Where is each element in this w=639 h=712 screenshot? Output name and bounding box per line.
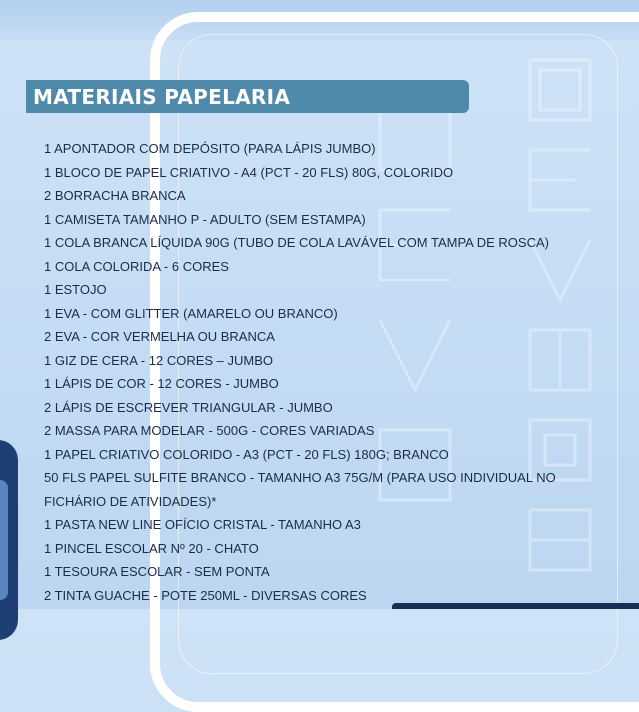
list-item: 1 ESTOJO bbox=[44, 282, 107, 297]
list-item: 1 GIZ DE CERA - 12 CORES – JUMBO bbox=[44, 352, 273, 368]
bottom-bar bbox=[392, 603, 639, 609]
list-item: 2 EVA - COR VERMELHA OU BRANCA bbox=[44, 329, 275, 344]
list-item: 1 PASTA NEW LINE OFÍCIO CRISTAL - TAMANHO A3 bbox=[44, 517, 361, 532]
section-header bbox=[26, 80, 469, 113]
list-item: 1 CAMISETA TAMANHO P - ADULTO (SEM ESTAMPA) bbox=[44, 211, 366, 227]
list-item: 2 BORRACHA BRANCA bbox=[44, 188, 186, 203]
list-item: 1 BLOCO DE PAPEL CRIATIVO - A4 (PCT - 20 FLS) 80G, COLORIDO bbox=[44, 164, 454, 180]
list-item: 1 COLA COLORIDA - 6 CORES bbox=[44, 258, 229, 274]
list-item: 1 TESOURA ESCOLAR - SEM PONTA bbox=[44, 564, 270, 579]
list-item: 1 PAPEL CRIATIVO COLORIDO - A3 (PCT - 20 FLS) 180G; BRANCO bbox=[44, 446, 449, 462]
materials-list bbox=[44, 137, 604, 607]
list-item: 1 COLA BRANCA LÍQUIDA 90G (TUBO DE COLA LAVÁVEL COM TAMPA DE ROSCA) bbox=[44, 235, 549, 250]
list-item: 1 EVA - COM GLITTER (AMARELO OU BRANCO) bbox=[44, 305, 338, 321]
partial-figure-stripe bbox=[0, 480, 8, 600]
list-item: 1 LÁPIS DE COR - 12 CORES - JUMBO bbox=[44, 376, 279, 391]
list-item: 50 FLS PAPEL SULFITE BRANCO - TAMANHO A3 75G/M (PARA USO INDIVIDUAL NO FICHÁRIO DE ATIVIDADES)* bbox=[44, 470, 556, 509]
list-item: 2 MASSA PARA MODELAR - 500G - CORES VARIADAS bbox=[44, 423, 375, 438]
list-item: 2 TINTA GUACHE - POTE 250ML - DIVERSAS CORES bbox=[44, 587, 367, 603]
list-item: 1 PINCEL ESCOLAR Nº 20 - CHATO bbox=[44, 540, 259, 556]
section-title: MATERIAIS PAPELARIA bbox=[33, 84, 291, 109]
list-item: 2 LÁPIS DE ESCREVER TRIANGULAR - JUMBO bbox=[44, 399, 333, 415]
list-item: 1 APONTADOR COM DEPÓSITO (PARA LÁPIS JUMBO) bbox=[44, 141, 376, 156]
